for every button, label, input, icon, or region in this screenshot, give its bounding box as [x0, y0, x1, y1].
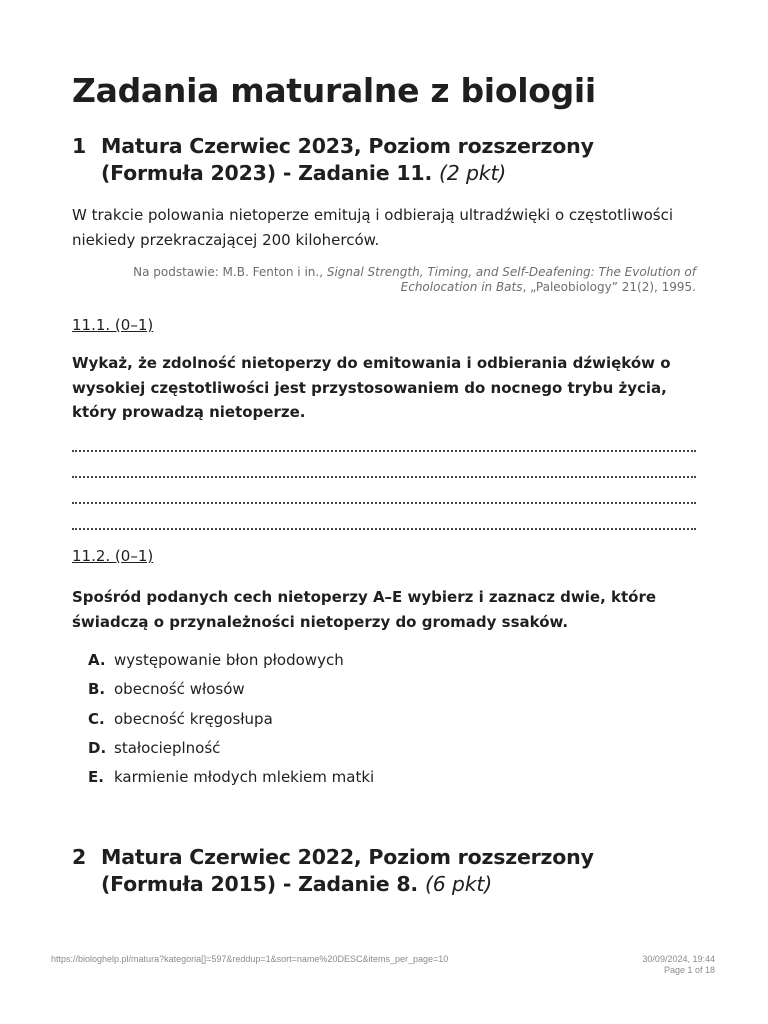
option-b[interactable] [88, 677, 374, 706]
answer-line-1[interactable] [72, 450, 696, 452]
option-text: karmienie młodych mlekiem matki [114, 768, 375, 787]
option-a[interactable] [88, 648, 374, 677]
task-1-heading-line2-text: (Formuła 2023) - Zadanie 11. [101, 161, 433, 185]
task-1-number: 1 [72, 134, 87, 158]
answer-line-3[interactable] [72, 502, 696, 504]
task-1-heading-line1: Matura Czerwiec 2023, Poziom rozszerzony [101, 134, 594, 158]
task-2-heading-line2 [101, 871, 712, 898]
option-text: stałocieplność [114, 738, 221, 757]
subtask-11-2-label: 11.2. (0–1) [72, 547, 154, 565]
source-prefix: Na podstawie: M.B. Fenton i in., [133, 265, 324, 279]
option-text: występowanie błon płodowych [114, 651, 344, 669]
task-2-points: (6 pkt) [424, 872, 493, 896]
task-1-intro: W trakcie polowania nietoperze emitują i odbierają ultradźwięki o częstotliwości niekiedy przekraczającej 200 kiloherców. [72, 206, 674, 249]
subtask-11-1-label: 11.1. (0–1) [72, 316, 154, 334]
subtask-11-1-question: Wykaż, że zdolność nietoperzy do emitowania i odbierania dźwięków o wysokiej częstotliwości jest przystosowaniem do nocnego trybu życia, który prowadzą nietoperze. [72, 354, 671, 421]
option-text: obecność kręgosłupa [114, 709, 273, 728]
source-title: Signal Strength, Timing, and Self-Deafening: The Evolution of Echolocation in Bats [326, 265, 696, 294]
task-2-heading [72, 844, 712, 898]
task-1-heading-line2 [101, 160, 712, 187]
option-letter: D. [88, 738, 107, 757]
option-letter: E. [88, 768, 104, 787]
page-title: Zadania maturalne z biologii [72, 71, 596, 110]
task-1-source [72, 265, 696, 295]
answer-options [88, 648, 374, 794]
task-2-heading-line1: Matura Czerwiec 2022, Poziom rozszerzony [101, 845, 594, 869]
footer-url: https://biologhelp.pl/matura?kategoria[]=597&reddup=1&sort=name%20DESC&items_per_page=10 [51, 954, 449, 964]
option-letter: A. [88, 651, 106, 669]
option-e[interactable] [88, 765, 374, 794]
task-1-heading [72, 133, 712, 187]
footer-datetime: 30/09/2024, 19:44 [642, 954, 715, 964]
footer-page-number: Page 1 of 18 [663, 965, 715, 975]
option-text: obecność włosów [114, 680, 245, 699]
footer-meta [642, 954, 715, 976]
option-letter: B. [88, 680, 106, 699]
answer-line-2[interactable] [72, 476, 696, 478]
task-2-number: 2 [72, 845, 87, 869]
task-2-heading-line2-text: (Formuła 2015) - Zadanie 8. [101, 872, 418, 896]
subtask-11-2-question: Spośród podanych cech nietoperzy A–E wybierz i zaznacz dwie, które świadczą o przynależności nietoperzy do gromady ssaków. [72, 588, 657, 631]
task-1-points: (2 pkt) [439, 161, 507, 185]
option-d[interactable] [88, 736, 374, 765]
source-suffix: , „Paleobiology” 21(2), 1995. [522, 280, 696, 294]
option-letter: C. [88, 709, 105, 728]
option-c[interactable] [88, 707, 374, 736]
answer-line-4[interactable] [72, 528, 696, 530]
